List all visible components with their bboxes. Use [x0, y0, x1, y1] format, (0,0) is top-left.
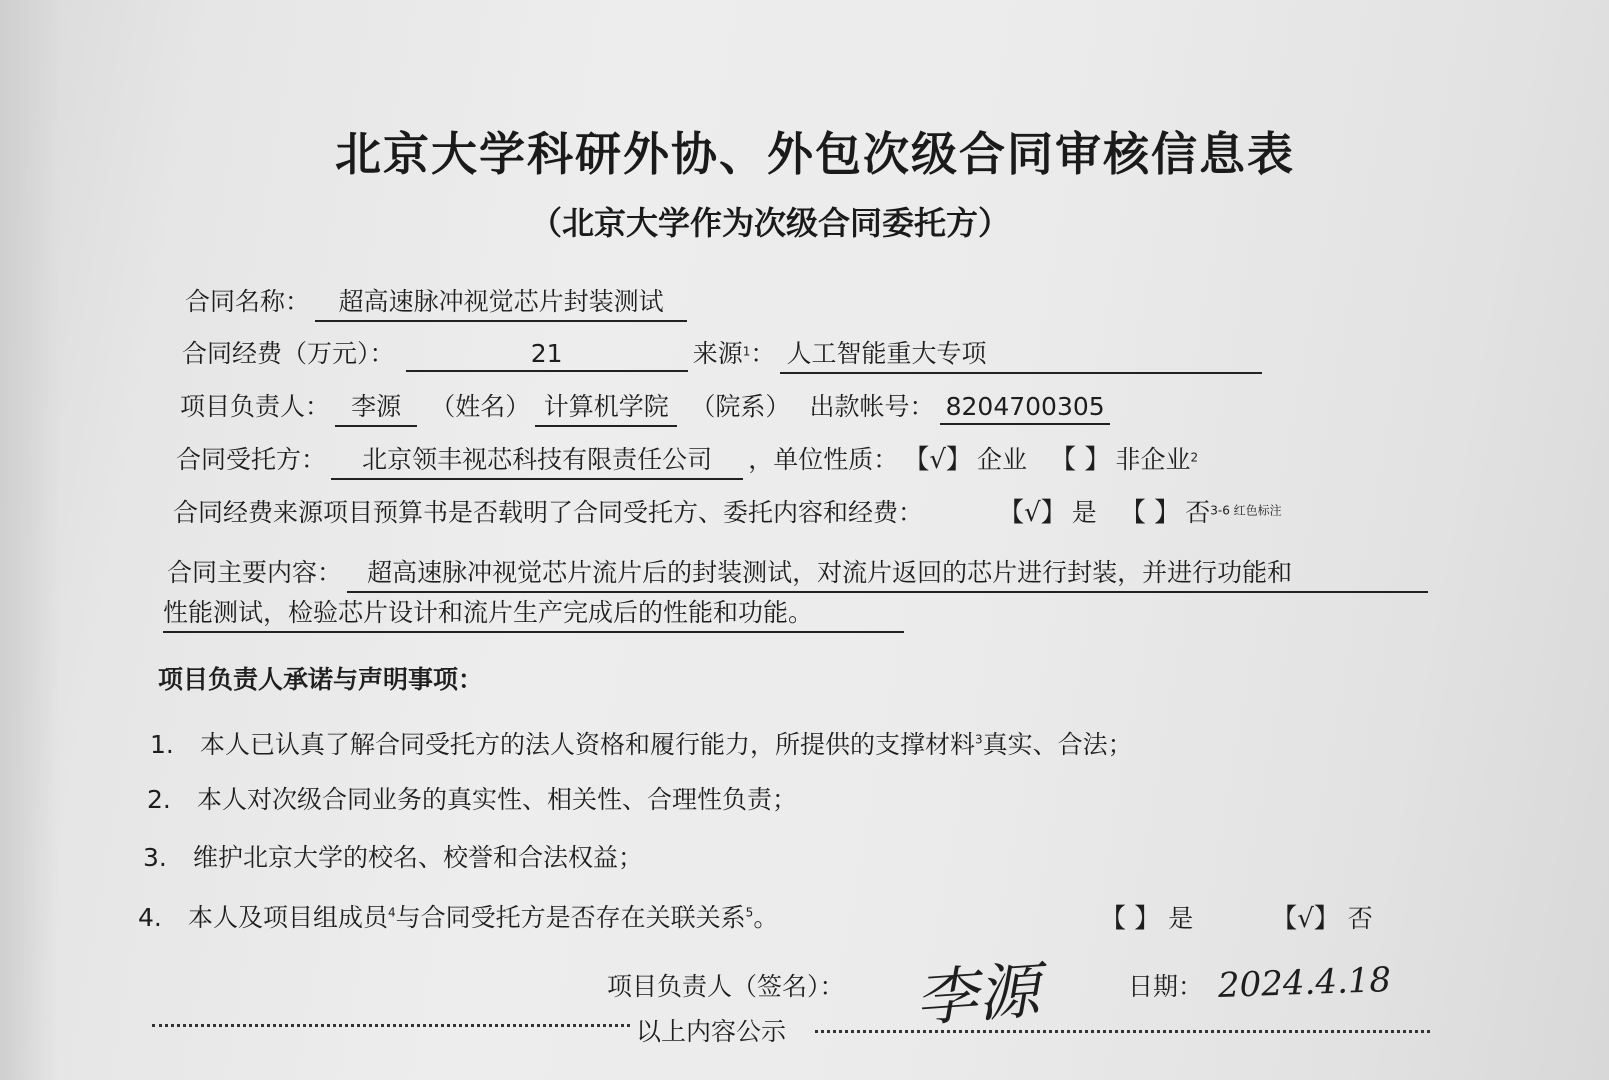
document-title: 北京大学科研外协、外包次级合同审核信息表 — [335, 127, 1295, 181]
commitment-number: 4. — [138, 903, 162, 932]
pi-name-value: 李源 — [335, 387, 417, 427]
commitment-footnote: 3 — [975, 732, 983, 747]
pi-row — [180, 387, 1110, 427]
content-line-2 — [163, 593, 904, 633]
content-value-line1: 超高速脉冲视觉芯片流片后的封装测试，对流片返回的芯片进行封装，并进行功能和 — [347, 553, 1428, 593]
budget-question-no-label: 否 — [1185, 498, 1211, 527]
related-yes-checkbox[interactable]: 【 】 — [1100, 904, 1161, 934]
commitment-item-3 — [143, 838, 643, 874]
enterprise-label: 企业 — [976, 445, 1027, 474]
commitment-number: 3. — [143, 843, 167, 872]
commitments-heading: 项目负责人承诺与声明事项： — [158, 665, 484, 694]
source-label: 来源 — [692, 339, 743, 368]
source-footnote: 1 — [742, 344, 751, 359]
handwritten-date: 2024.4.18 — [1217, 959, 1392, 1007]
account-label: 出款帐号： — [809, 392, 935, 421]
related-no-checkbox[interactable]: 【√】 — [1271, 904, 1340, 934]
page-fold-shadow — [0, 0, 60, 1080]
related-party-options — [1100, 898, 1373, 935]
footer-dotted-line-right — [815, 1030, 1430, 1033]
budget-question-row — [173, 492, 1282, 529]
commitment-item-2 — [147, 780, 797, 816]
public-notice: 以上内容公示 — [636, 1017, 787, 1046]
pi-name-hint: （姓名） — [430, 392, 531, 421]
nature-label: ，单位性质： — [748, 445, 899, 474]
commitment-tail: 。 — [753, 903, 779, 932]
non-enterprise-label: 非企业 — [1115, 445, 1191, 474]
footer-dotted-line-left — [152, 1024, 630, 1027]
commitment-item-1 — [150, 725, 1133, 761]
related-yes-label: 是 — [1168, 904, 1194, 933]
budget-question-text: 合同经费来源项目预算书是否载明了合同受托方、委托内容和经费： — [173, 498, 924, 527]
handwritten-signature: 李源 — [912, 953, 1042, 1036]
trustee-label: 合同受托方： — [176, 445, 327, 474]
budget-question-no-checkbox[interactable]: 【 】 — [1119, 498, 1181, 528]
date-label: 日期： — [1128, 972, 1204, 1001]
commitment-mid: 与合同受托方是否存在关联关系 — [395, 903, 746, 932]
enterprise-checkbox[interactable]: 【√】 — [903, 445, 972, 475]
budget-label: 合同经费（万元）： — [182, 339, 395, 368]
content-value-line2: 性能测试，检验芯片设计和流片生产完成后的性能和功能。 — [163, 593, 904, 633]
commitment-tail: 真实、合法； — [982, 730, 1133, 759]
budget-row — [182, 334, 1262, 374]
non-enterprise-checkbox[interactable]: 【 】 — [1050, 445, 1111, 475]
school-value: 计算机学院 — [535, 387, 677, 427]
account-value: 8204700305 — [940, 392, 1110, 425]
content-label: 合同主要内容： — [167, 558, 343, 587]
red-mark-note: 3-6 红色标注 — [1210, 503, 1282, 518]
commitment-number: 2. — [147, 785, 171, 814]
commitment-footnote: 4 — [388, 905, 396, 920]
commitment-text: 维护北京大学的校名、校誉和合法权益； — [193, 843, 644, 872]
source-colon: ： — [750, 339, 776, 368]
trustee-value: 北京领丰视芯科技有限责任公司 — [331, 440, 743, 480]
signature-label: 项目负责人（签名）： — [607, 972, 845, 1001]
budget-question-yes-checkbox[interactable]: 【√】 — [998, 498, 1067, 528]
related-no-label: 否 — [1347, 904, 1373, 933]
commitment-text: 本人及项目组成员 — [188, 903, 389, 932]
pi-label: 项目负责人： — [180, 392, 331, 421]
non-enterprise-footnote: 2 — [1190, 450, 1199, 465]
commitment-item-4 — [138, 898, 778, 934]
budget-question-yes-label: 是 — [1071, 498, 1097, 527]
school-hint: （院系） — [690, 392, 791, 421]
budget-value: 21 — [406, 339, 688, 372]
contract-name-label: 合同名称： — [185, 287, 311, 316]
commitment-number: 1. — [150, 730, 174, 759]
contract-name-row — [185, 282, 687, 322]
contract-name-value: 超高速脉冲视觉芯片封装测试 — [315, 282, 687, 322]
document-subtitle: （北京大学作为次级合同委托方） — [530, 204, 1011, 242]
trustee-row — [176, 439, 1198, 480]
commitment-footnote-2: 5 — [745, 905, 754, 920]
source-value: 人工智能重大专项 — [780, 334, 1262, 374]
content-line-1 — [167, 553, 1428, 593]
commitment-text: 本人已认真了解合同受托方的法人资格和履行能力，所提供的支撑材料 — [200, 730, 976, 759]
commitment-text: 本人对次级合同业务的真实性、相关性、合理性负责； — [197, 785, 798, 814]
